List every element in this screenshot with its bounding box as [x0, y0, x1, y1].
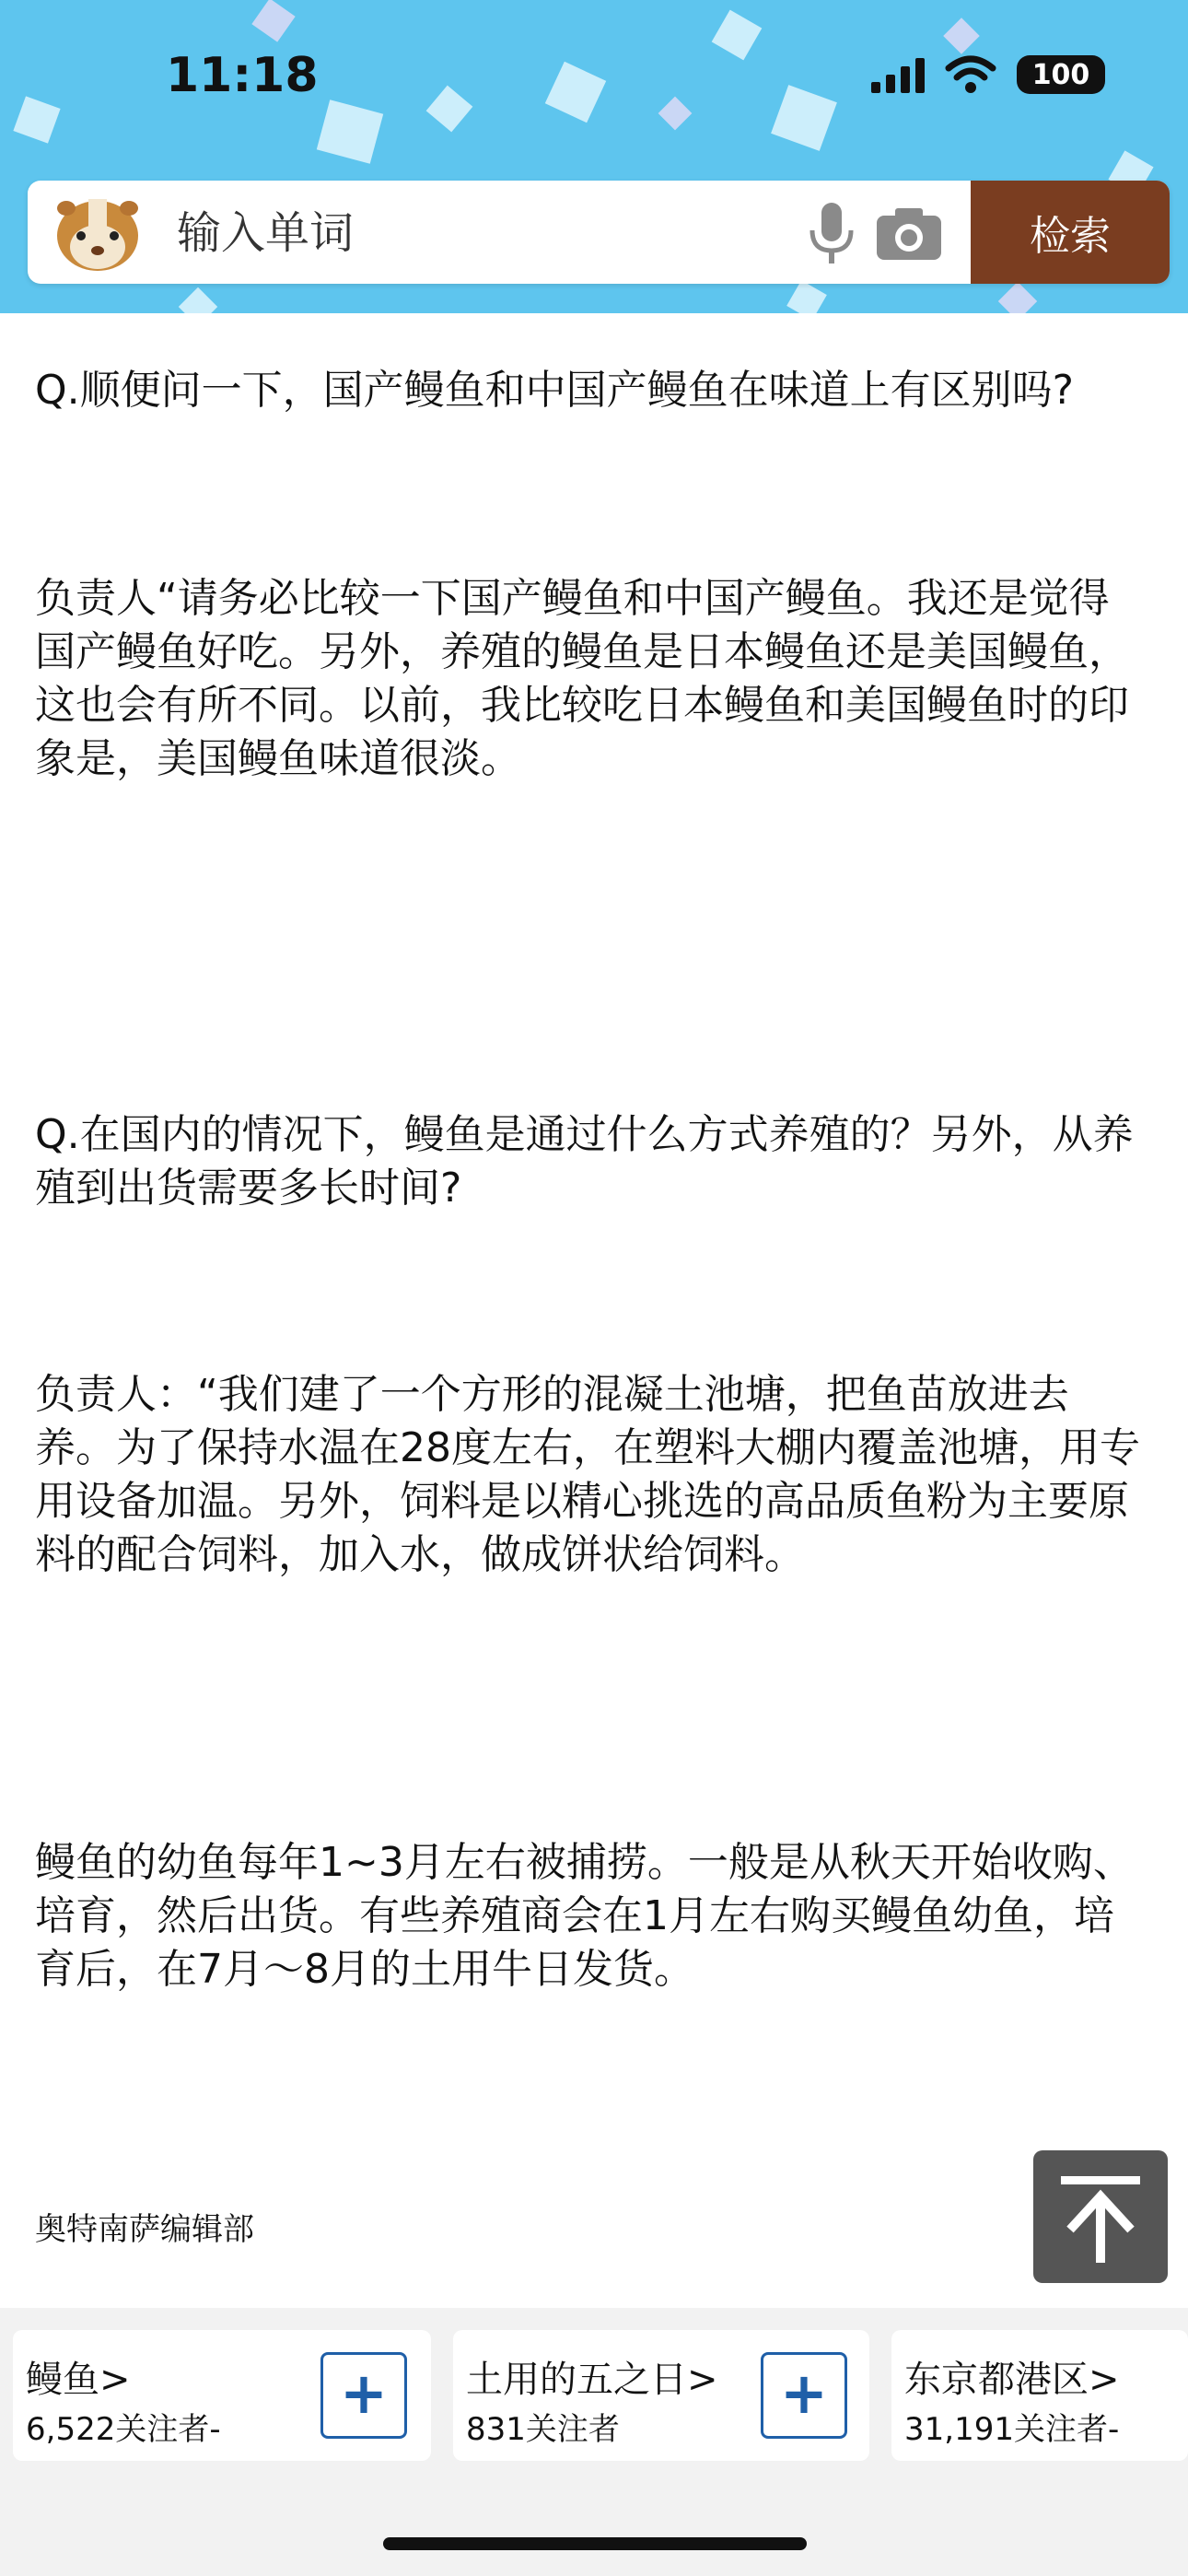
status-time: 11:18	[166, 48, 319, 103]
status-icons	[871, 55, 1105, 94]
topic-title[interactable]: 东京都港区>	[904, 2359, 1120, 2401]
topic-followers: 31,191关注者-	[904, 2411, 1120, 2448]
topic-followers: 6,522关注者-	[26, 2411, 221, 2448]
question-paragraph: Q.顺便问一下，国产鳗鱼和中国产鳗鱼在味道上有区别吗?	[35, 367, 1074, 414]
home-indicator	[383, 2537, 807, 2550]
app-header	[0, 0, 1188, 313]
confetti	[786, 280, 827, 313]
question-paragraph: Q.在国内的情况下，鳗鱼是通过什么方式养殖的？另外，从养殖到出货需要多长时间?	[35, 1111, 1134, 1212]
confetti	[317, 100, 383, 164]
scroll-to-top-button[interactable]	[1033, 2150, 1168, 2283]
microphone-icon[interactable]	[799, 199, 864, 269]
topic-card[interactable]	[891, 2330, 1188, 2461]
confetti	[998, 282, 1037, 313]
arrow-up-icon	[1033, 2150, 1168, 2283]
search-input[interactable]	[175, 203, 805, 263]
topic-card[interactable]	[13, 2330, 431, 2461]
cellular-signal-icon	[871, 56, 925, 93]
confetti	[251, 0, 295, 42]
confetti	[658, 97, 693, 131]
topic-followers: 831关注者	[466, 2411, 620, 2448]
battery-icon: 100	[1017, 55, 1105, 94]
confetti	[13, 96, 60, 143]
editor-credit: 奥特南萨编辑部	[35, 2211, 254, 2248]
topic-card[interactable]	[453, 2330, 869, 2461]
follow-button[interactable]: +	[320, 2352, 407, 2439]
confetti	[771, 85, 837, 151]
answer-paragraph: 负责人“请务必比较一下国产鳗鱼和中国产鳗鱼。我还是觉得国产鳗鱼好吃。另外，养殖的鳗鱼是日本鳗鱼还是美国鳗鱼，这也会有所不同。以前，我比较吃日本鳗鱼和美国鳗鱼时的印象是，美国鳗鱼味道很淡。	[35, 575, 1129, 782]
answer-paragraph: 负责人：“我们建了一个方形的混凝土池塘，把鱼苗放进去养。为了保持水温在28度左右，在塑料大棚内覆盖池塘，用专用设备加温。另外，饲料是以精心挑选的高品质鱼粉为主要原料的配合饲料，加入水，做成饼状给饲料。	[35, 1371, 1140, 1578]
camera-icon[interactable]	[873, 201, 945, 265]
body-paragraph: 鳗鱼的幼鱼每年1~3月左右被捕捞。一般是从秋天开始收购、培育，然后出货。有些养殖商会在1月左右购买鳗鱼幼鱼，培育后，在7月～8月的土用牛日发货。	[35, 1839, 1134, 1993]
mascot-avatar-icon	[53, 190, 142, 275]
search-button[interactable]: 检索	[971, 181, 1170, 284]
confetti	[179, 287, 217, 313]
confetti	[943, 18, 980, 54]
confetti	[712, 10, 763, 61]
related-topics-bar	[0, 2308, 1188, 2576]
confetti	[545, 62, 606, 123]
topic-title[interactable]: 土用的五之日>	[466, 2359, 718, 2401]
follow-button[interactable]: +	[761, 2352, 847, 2439]
search-bar	[28, 181, 1170, 284]
confetti	[426, 86, 473, 133]
topic-title[interactable]: 鳗鱼>	[26, 2359, 131, 2401]
wifi-icon	[945, 55, 996, 94]
